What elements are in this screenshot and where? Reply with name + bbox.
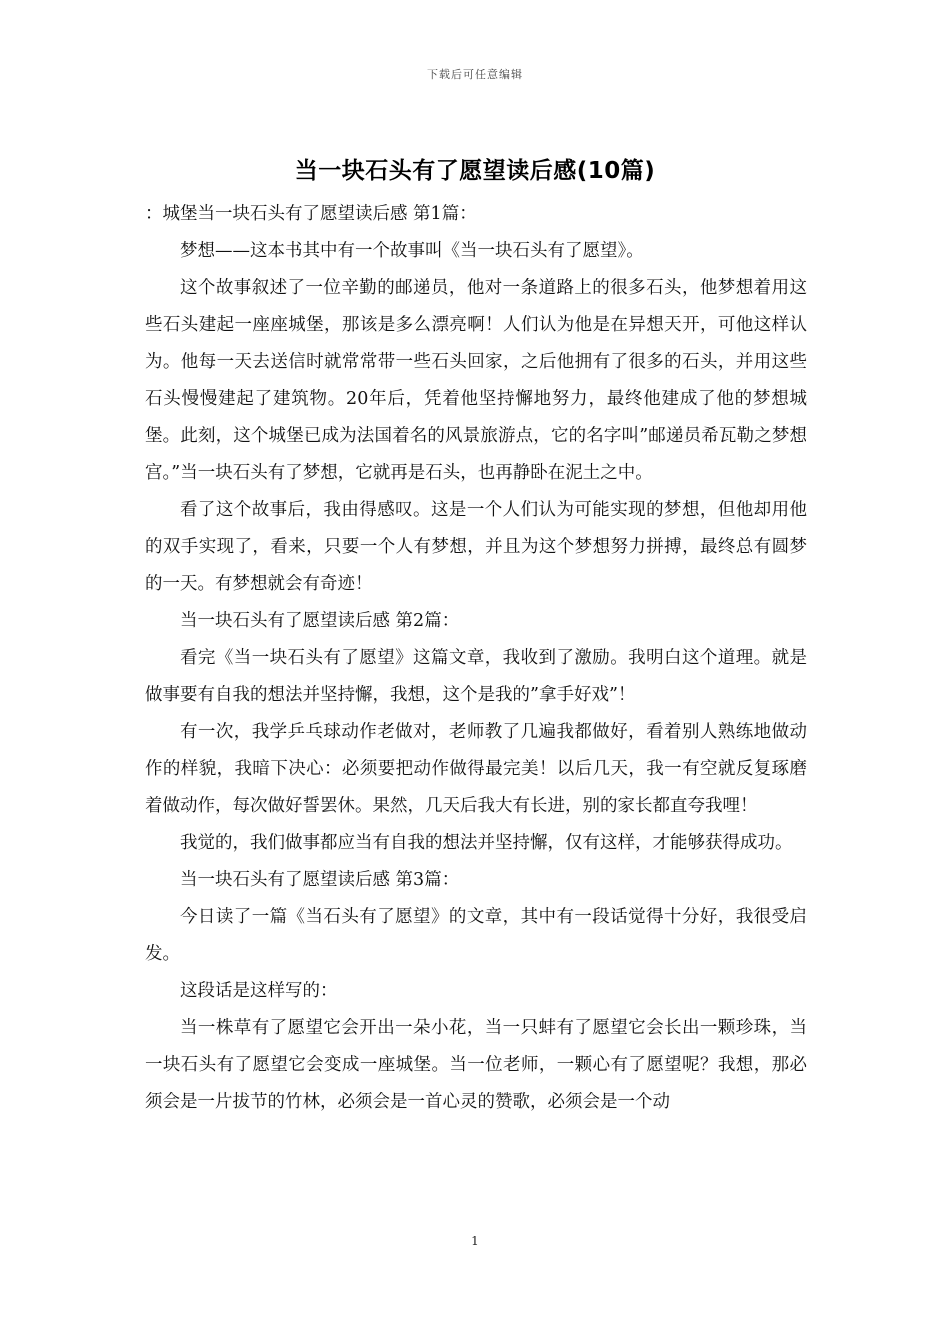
paragraph: 这个故事叙述了一位辛勤的邮递员，他对一条道路上的很多石头，他梦想着用这些石头建起一座座城堡，那该是多么漂亮啊！人们认为他是在异想天开，可他这样认为。他每一天去送信时就常常带一些石头回家，之后他拥有了很多的石头，并用这些石头慢慢建起了建筑物。20年后，凭着他坚持懈地努力，最终他建成了他的梦想城堡。此刻，这个城堡已成为法国着名的风景旅游点，它的名字叫”邮递员希瓦勒之梦想宫。”当一块石头有了梦想，它就再是石头，也再静卧在泥土之中。 <box>145 278 807 483</box>
document-title: 当一块石头有了愿望读后感(10篇) <box>294 158 656 184</box>
page-number: 1 <box>471 1234 479 1248</box>
paragraph: 今日读了一篇《当石头有了愿望》的文章，其中有一段话觉得十分好，我很受启发。 <box>145 907 807 964</box>
paragraph-section-2-heading: 当一块石头有了愿望读后感 第2篇： <box>180 611 460 631</box>
paragraph: 看完《当一块石头有了愿望》这篇文章，我收到了激励。我明白这个道理。就是做事要有自我的想法并坚持懈，我想，这个是我的”拿手好戏”！ <box>145 648 807 705</box>
paragraph: 我觉的，我们做事都应当有自我的想法并坚持懈，仅有这样，才能够获得成功。 <box>180 833 793 853</box>
paragraph: 看了这个故事后，我由得感叹。这是一个人们认为可能实现的梦想，但他却用他的双手实现了，看来，只要一个人有梦想，并且为这个梦想努力拼搏，最终总有圆梦的一天。有梦想就会有奇迹！ <box>145 500 807 594</box>
document-body <box>145 196 807 1121</box>
paragraph-section-1-heading: ：城堡当一块石头有了愿望读后感 第1篇： <box>145 204 477 224</box>
paragraph-section-3-heading: 当一块石头有了愿望读后感 第3篇： <box>180 870 460 890</box>
header-note: 下载后可任意编辑 <box>427 68 523 81</box>
paragraph: 有一次，我学乒乓球动作老做对，老师教了几遍我都做好，看着别人熟练地做动作的样貌，我暗下决心：必须要把动作做得最完美！以后几天，我一有空就反复琢磨着做动作，每次做好誓罢休。果然，几天后我大有长进，别的家长都直夸我哩！ <box>145 722 807 816</box>
paragraph: 当一株草有了愿望它会开出一朵小花，当一只蚌有了愿望它会长出一颗珍珠，当一块石头有了愿望它会变成一座城堡。当一位老师，一颗心有了愿望呢？我想，那必须会是一片拔节的竹林，必须会是一首心灵的赞歌，必须会是一个动 <box>145 1018 807 1112</box>
paragraph: 这段话是这样写的： <box>180 981 338 1001</box>
paragraph: 梦想——这本书其中有一个故事叫《当一块石头有了愿望》。 <box>180 241 644 261</box>
